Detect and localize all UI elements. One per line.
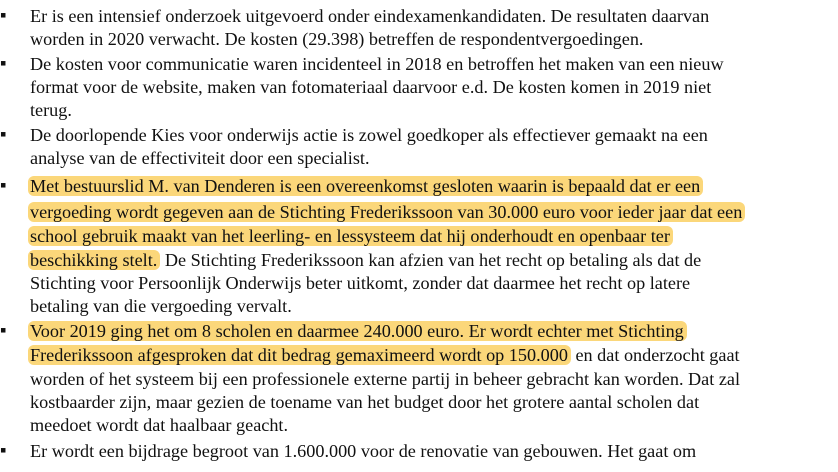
text-line <box>30 147 370 170</box>
text-line <box>30 414 288 437</box>
line-text: analyse van de effectiviteit door een specialist. <box>30 148 370 168</box>
paragraph-marker: ▪ <box>0 320 7 340</box>
line-text: worden of het systeem bij een professionele externe partij in beheer gebracht kan worden. Dat zal <box>30 369 741 389</box>
text-line <box>30 391 699 414</box>
line-text: De kosten voor communicatie waren incidenteel in 2018 en betroffen het maken van een nieuw <box>30 54 724 74</box>
line-text: format voor de website, maken van fotomateriaal daarvoor e.d. De kosten komen in 2019 niet <box>30 77 712 97</box>
line-text: Stichting voor Persoonlijk Onderwijs beter uitkomt, zonder dat daarmee het recht op latere <box>30 273 691 293</box>
line-text: meedoet wordt dat haalbaar geacht. <box>30 415 289 435</box>
line-text: terug. <box>30 100 72 120</box>
text-line <box>30 368 740 391</box>
text-line <box>30 272 690 295</box>
paragraph-marker: ▪ <box>0 440 7 460</box>
text-line <box>30 28 643 51</box>
highlighted-text: beschikking stelt. <box>28 250 160 270</box>
line-text: De Stichting Frederikssoon kan afzien van het recht op betaling als dat de <box>160 250 702 270</box>
highlighted-text: Frederikssoon afgesproken dat dit bedrag gemaximeerd wordt op 150.000 <box>28 345 571 365</box>
text-line <box>30 53 724 76</box>
highlighted-text: vergoeding wordt gegeven aan de Stichting Frederikssoon van 30.000 euro voor ieder jaar dat een <box>28 202 745 222</box>
text-line <box>30 5 709 28</box>
text-line <box>30 99 72 122</box>
line-text: worden in 2020 verwacht. De kosten (29.398) betreffen de respondentvergoedingen. <box>30 29 644 49</box>
line-text: De doorlopende Kies voor onderwijs actie is zowel goedkoper als effectiever gemaakt na een <box>30 125 708 145</box>
highlighted-text: Met bestuurslid M. van Denderen is een overeenkomst gesloten waarin is bepaald dat er een <box>28 176 703 196</box>
text-line <box>30 175 703 198</box>
text-line <box>30 76 711 99</box>
text-line <box>30 440 696 463</box>
text-line <box>30 295 292 318</box>
line-text: Er wordt een bijdrage begroot van 1.600.000 voor de renovatie van gebouwen. Het gaat om <box>30 441 697 461</box>
text-line <box>30 320 687 343</box>
line-text: betaling van die vergoeding vervalt. <box>30 296 292 316</box>
text-line <box>30 249 701 272</box>
text-line <box>30 124 708 147</box>
text-line <box>30 344 740 367</box>
line-text: Er is een intensief onderzoek uitgevoerd onder eindexamenkandidaten. De resultaten daarvan <box>30 6 710 26</box>
highlighted-text: Voor 2019 ging het om 8 scholen en daarmee 240.000 euro. Er wordt echter met Stichting <box>28 321 687 341</box>
text-line <box>30 201 745 224</box>
highlighted-text: school gebruik maakt van het leerling- en lessysteem dat hij onderhoudt en openbaar ter <box>28 226 673 246</box>
paragraph-marker: ▪ <box>0 53 7 73</box>
line-text: en dat onderzocht gaat <box>570 345 740 365</box>
paragraph-marker: ▪ <box>0 175 7 195</box>
paragraph-marker: ▪ <box>0 5 7 25</box>
line-text: kostbaarder zijn, maar gezien de toename van het budget door het grotere aantal scholen dat <box>30 392 700 412</box>
text-line <box>30 225 673 248</box>
paragraph-marker: ▪ <box>0 124 7 144</box>
